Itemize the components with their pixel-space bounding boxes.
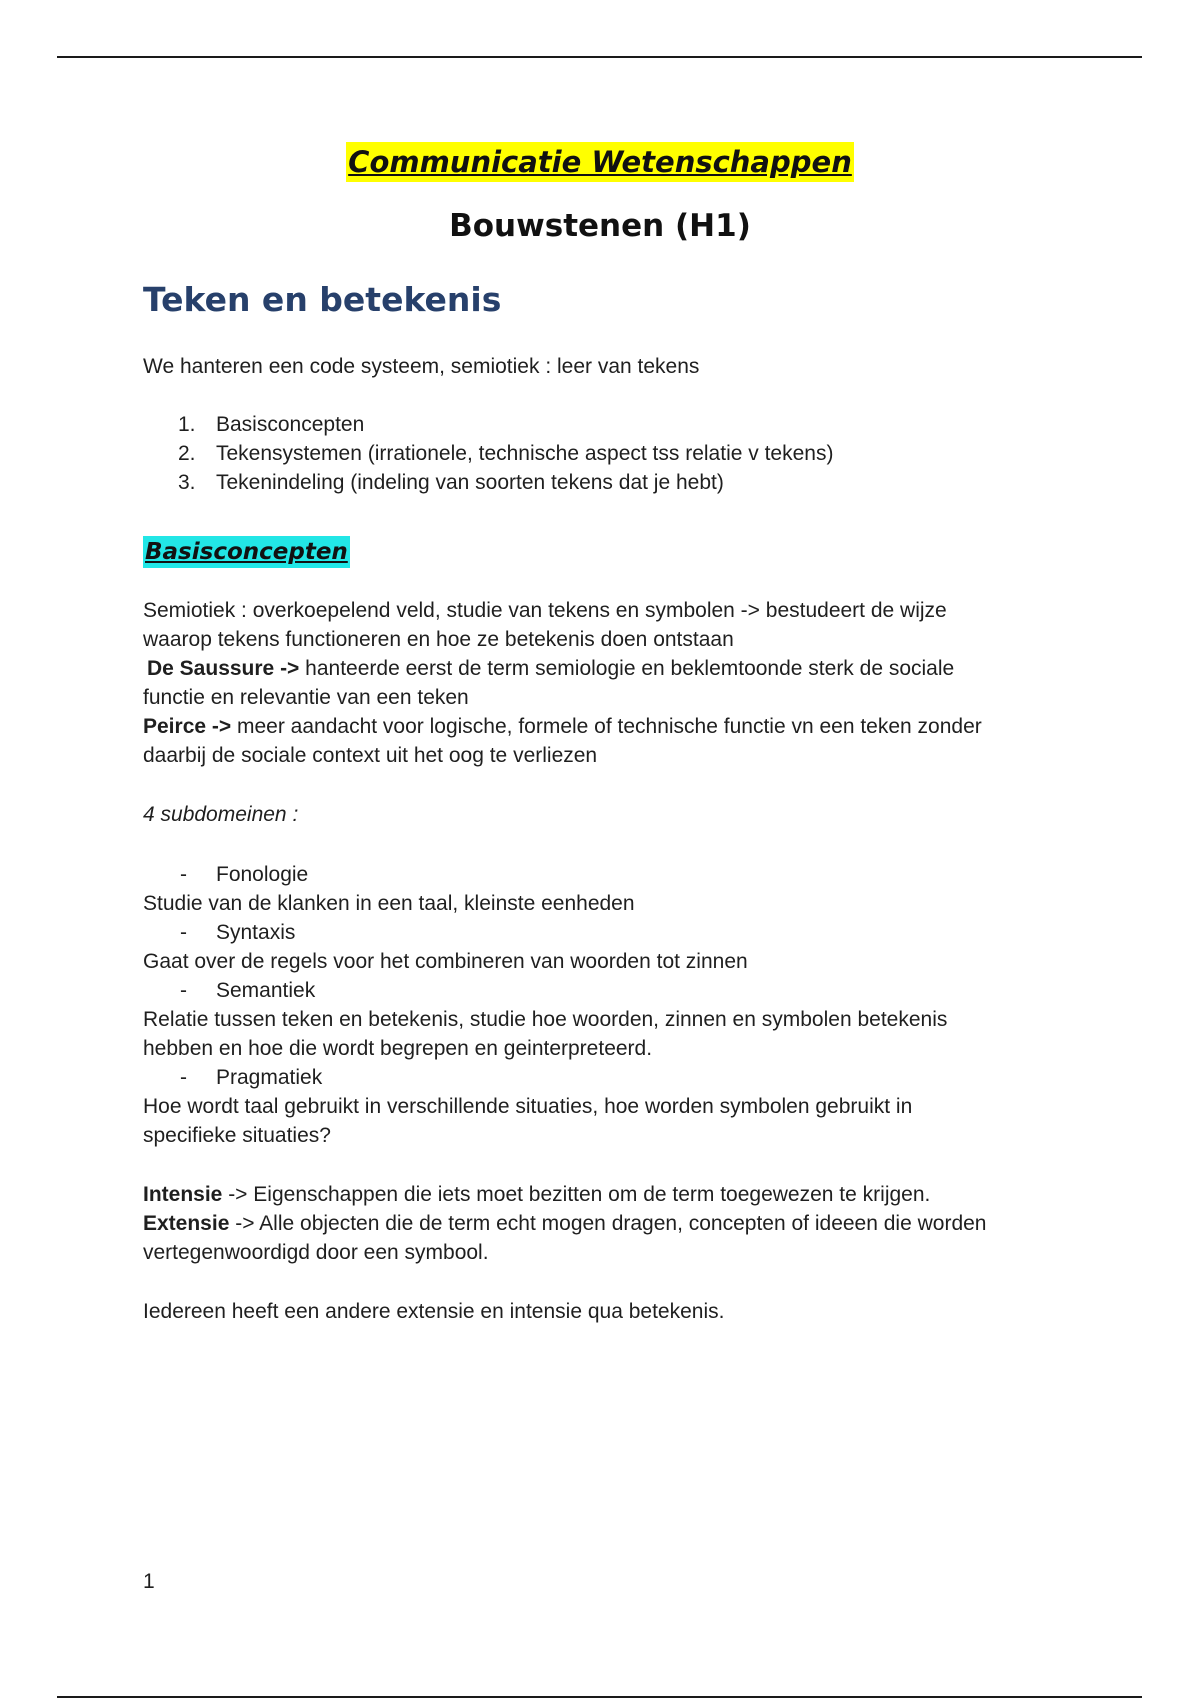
peirce-line-2: daarbij de sociale context uit het oog te verliezen bbox=[143, 744, 598, 767]
bullet-dash: - bbox=[180, 863, 187, 886]
title-container bbox=[0, 142, 1200, 182]
extensie-label: Extensie bbox=[143, 1212, 230, 1235]
saussure-line-1 bbox=[147, 654, 954, 683]
saussure-text: hanteerde eerst de term semiologie en beklemtoonde sterk de sociale bbox=[299, 657, 955, 680]
intensie-text: -> Eigenschappen die iets moet bezitten om de term toegewezen te krijgen. bbox=[222, 1183, 931, 1206]
saussure-line-2: functie en relevantie van een teken bbox=[143, 686, 469, 709]
intensie-line bbox=[143, 1180, 930, 1209]
list-item-1: Basisconcepten bbox=[216, 413, 365, 436]
bullet-dash: - bbox=[180, 1066, 187, 1089]
page-number: 1 bbox=[143, 1570, 155, 1593]
peirce-line-1 bbox=[143, 712, 982, 741]
semiotiek-line-1: Semiotiek : overkoepelend veld, studie van tekens en symbolen -> bestudeert de wijze bbox=[143, 599, 947, 622]
subdomain-name-semantiek: Semantiek bbox=[216, 979, 316, 1002]
document-subtitle: Bouwstenen (H1) bbox=[449, 208, 751, 244]
subdomain-name-pragmatiek: Pragmatiek bbox=[216, 1066, 323, 1089]
list-number-3: 3. bbox=[178, 471, 196, 494]
extensie-line-1 bbox=[143, 1209, 986, 1238]
bullet-dash: - bbox=[180, 979, 187, 1002]
top-rule bbox=[57, 56, 1142, 58]
list-number-1: 1. bbox=[178, 413, 196, 436]
subdomain-name-syntaxis: Syntaxis bbox=[216, 921, 296, 944]
subdomain-desc-syntaxis: Gaat over de regels voor het combineren van woorden tot zinnen bbox=[143, 950, 748, 973]
subdomain-desc-semantiek-2: hebben en hoe die wordt begrepen en geinterpreteerd. bbox=[143, 1037, 653, 1060]
heading-teken-en-betekenis: Teken en betekenis bbox=[143, 280, 502, 319]
list-number-2: 2. bbox=[178, 442, 196, 465]
peirce-text: meer aandacht voor logische, formele of technische functie vn een teken zonder bbox=[231, 715, 982, 738]
subdomain-desc-pragmatiek-2: specifieke situaties? bbox=[143, 1124, 331, 1147]
closing-paragraph: Iedereen heeft een andere extensie en intensie qua betekenis. bbox=[143, 1300, 725, 1323]
peirce-label: Peirce -> bbox=[143, 715, 232, 738]
subdomain-desc-semantiek-1: Relatie tussen teken en betekenis, studie hoe woorden, zinnen en symbolen betekenis bbox=[143, 1008, 948, 1031]
subdomain-name-fonologie: Fonologie bbox=[216, 863, 309, 886]
semiotiek-line-2: waarop tekens functioneren en hoe ze betekenis doen ontstaan bbox=[143, 628, 734, 651]
saussure-label: De Saussure -> bbox=[147, 657, 300, 680]
heading-basisconcepten: Basisconcepten bbox=[143, 536, 350, 568]
bullet-dash: - bbox=[180, 921, 187, 944]
bottom-rule bbox=[57, 1696, 1142, 1698]
subdomain-desc-pragmatiek-1: Hoe wordt taal gebruikt in verschillende situaties, hoe worden symbolen gebruikt in bbox=[143, 1095, 913, 1118]
subdomains-heading: 4 subdomeinen : bbox=[143, 803, 299, 826]
document-title: Communicatie Wetenschappen bbox=[346, 142, 854, 182]
intro-paragraph: We hanteren een code systeem, semiotiek : leer van tekens bbox=[143, 355, 700, 378]
list-item-2: Tekensystemen (irrationele, technische aspect tss relatie v tekens) bbox=[216, 442, 834, 465]
extensie-text: -> Alle objecten die de term echt mogen dragen, concepten of ideeen die worden bbox=[229, 1212, 987, 1235]
subdomain-desc-fonologie: Studie van de klanken in een taal, kleinste eenheden bbox=[143, 892, 635, 915]
intensie-label: Intensie bbox=[143, 1183, 223, 1206]
list-item-3: Tekenindeling (indeling van soorten tekens dat je hebt) bbox=[216, 471, 724, 494]
extensie-line-2: vertegenwoordigd door een symbool. bbox=[143, 1241, 489, 1264]
